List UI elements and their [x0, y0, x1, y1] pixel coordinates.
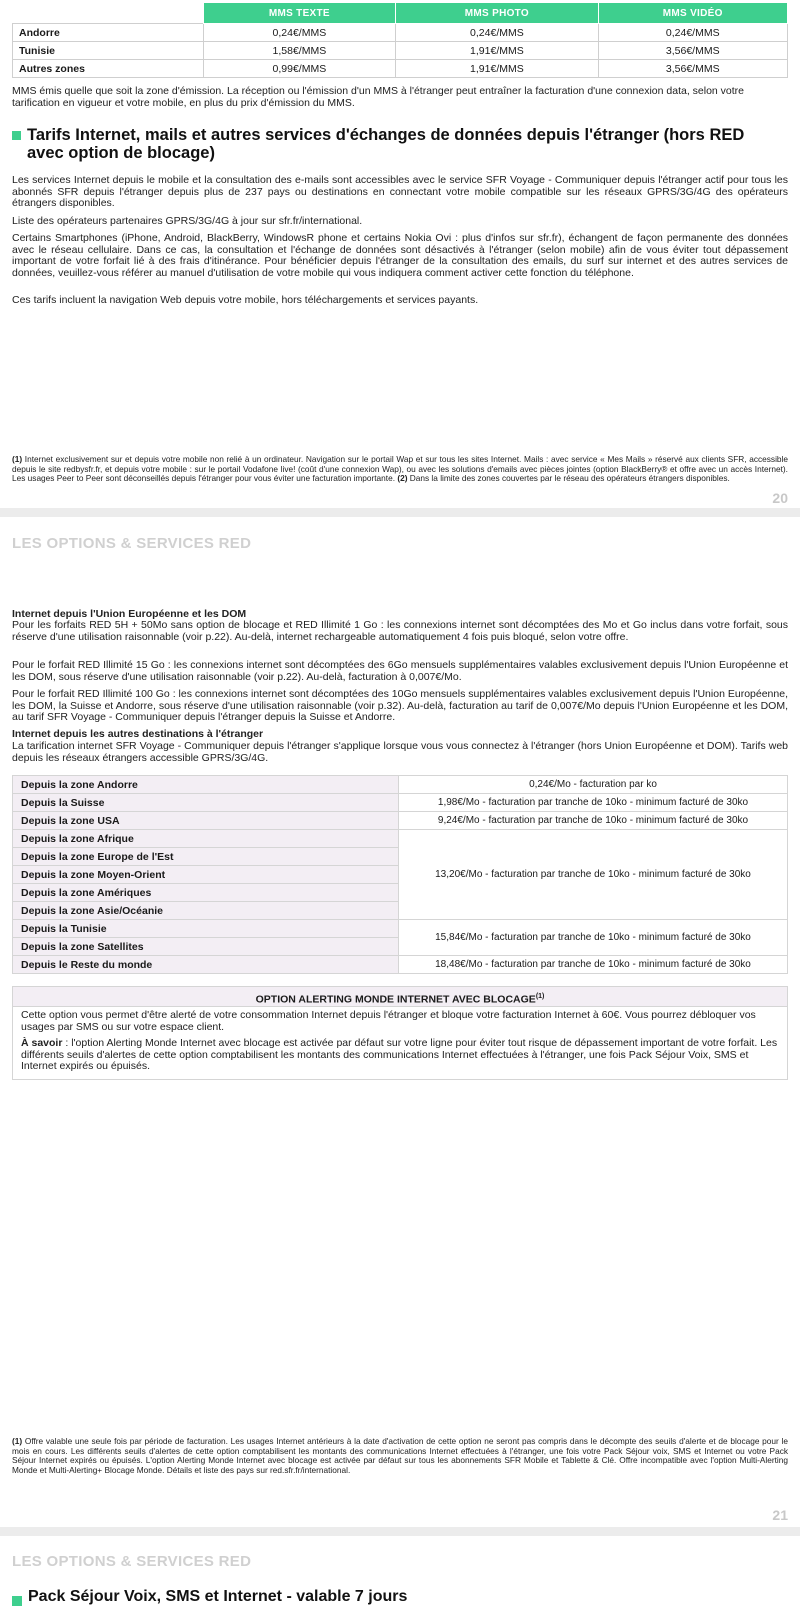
- zone-label: Depuis la zone Amériques: [13, 884, 399, 902]
- row-label: Andorre: [13, 24, 204, 42]
- paragraph: Certains Smartphones (iPhone, Android, BlackBerry, WindowsR phone et certains Nokia Ovi : plus d'infos sur sfr.fr), échangent de façon permanente des données avec le réseau cellulaire. Dans ce cas, la consultation et l'échange de données sont désactivés à l'étranger (selon mobile) afin de vous éviter tout dépassement important de votre forfait lié à des frais d'itinérance. Pour bénéficier depuis l'étranger de la consultation des emails, du surf sur internet et des autres services de données, veuillez-vous référer au manuel d'utilisation de votre mobile qui vous indiquera comment activer cette fonction du téléphone.: [12, 232, 788, 279]
- paragraph: [21, 1038, 779, 1073]
- mms-tariff-table: [12, 2, 788, 78]
- zone-label: Depuis la zone Afrique: [13, 830, 399, 848]
- savoir-label: À savoir: [21, 1037, 63, 1049]
- table-row: [13, 776, 788, 794]
- row-label: Autres zones: [13, 60, 204, 78]
- paragraph: Les services Internet depuis le mobile et la consultation des e-mails sont accessibles avec le service SFR Voyage - Communiquer depuis l'étranger actif pour tous les abonnés SFR depuis l'étranger depuis plus de 237 pays ou destinations en connectant votre mobile compatible sur les réseaux GPRS/3G/4G des opérateurs étrangers disponibles.: [12, 174, 788, 209]
- table-row: [13, 812, 788, 830]
- zone-label: Depuis la zone Asie/Océanie: [13, 902, 399, 920]
- paragraph: Ces tarifs incluent la navigation Web depuis votre mobile, hors téléchargements et services payants.: [12, 294, 479, 306]
- table-row: [13, 60, 788, 78]
- paragraph: Pour les forfaits RED 5H + 50Mo sans option de blocage et RED Illimité 1 Go : les connexions internet sont décomptées des Mo et Go inclus dans votre forfait, sous réserve d'une utilisation raisonnable (voir p.22). Au-delà, internet rechargeable automatiquement 4 fois puis bloqué, selon votre offre.: [12, 619, 788, 643]
- zone-label: Depuis la Tunisie: [13, 920, 399, 938]
- page-separator: [0, 1527, 800, 1536]
- footnote: [12, 1437, 788, 1475]
- paragraph: Pour le forfait RED Illimité 100 Go : les connexions internet sont décomptées des 10Go mensuels supplémentaires valables exclusivement depuis l'Union Européenne, les DOM, la Suisse et Andorre, sous réserve d'une utilisation raisonnable (voir p.32). Au-delà, facturation au tarif de 0,007€/Mo depuis l'Union Européenne et les DOM, au tarif SFR Voyage - Communiquer depuis l'étranger depuis la Suisse et Andorre.: [12, 688, 788, 723]
- subheading: Internet depuis l'Union Européenne et les DOM: [12, 608, 247, 620]
- option-title-sup: (1): [535, 993, 545, 1000]
- paragraph: La tarification internet SFR Voyage - Communiquer depuis l'étranger s'applique lorsque vous vous connectez à l'étranger (hors Union Européenne et DOM). Tarifs web depuis les réseaux étrangers accessible GPRS/3G/4G.: [12, 740, 788, 764]
- table-row: [13, 794, 788, 812]
- footnote-text: Internet exclusivement sur et depuis votre mobile non relié à un ordinateur. Navigation sur le portail Wap et sur tous les sites Internet. Mails : avec service « Mes Mails » réservé aux clients SFR, accessible depuis le site redbysfr.fr, et depuis votre mobile : sur le portail Vodafone live! (coût d'une connexion Wap), ou avec les solutions d'emails avec pièces jointes (option BlackBerry® et offre avec un accès Internet). Les usages Peer to Peer sont déconseillés depuis l'étranger pour vous éviter une facturation importante.: [12, 454, 788, 483]
- option-title-text: OPTION ALERTING MONDE INTERNET AVEC BLOCAGE: [255, 993, 536, 1006]
- zone-label: Depuis la Suisse: [13, 794, 399, 812]
- page-number: 21: [772, 1507, 788, 1523]
- internet-rates-table: [12, 775, 788, 974]
- table-row: [13, 920, 788, 938]
- table-cell: 0,24€/MMS: [203, 24, 396, 42]
- zone-label: Depuis la zone Moyen-Orient: [13, 866, 399, 884]
- footnote: [12, 455, 788, 484]
- footnote-text: Offre valable une seule fois par période de facturation. Les usages Internet antérieurs à la date d'activation de cette option ne seront pas compris dans le décompte des seuils d'alerte et de blocage pour le mois en cours. Les différents seuils d'alertes de cette option comptabilisent les montants des communications Internet effectuées à l'étranger, une fois votre Pack Séjour voix, SMS et Internet ou votre Pack Séjour Internet expirés ou épuisés. L'option Alerting Monde Internet avec blocage est activée par défaut sur tous les abonnements SFR Mobile et Tablette & Clé. Offre incompatible avec l'option Multi-Alerting Monde et Multi-Alerting+ Blocage Monde. Détails et liste des pays sur red.sfr.fr/international.: [12, 1436, 788, 1475]
- table-row: [13, 830, 788, 848]
- table-cell: 0,99€/MMS: [203, 60, 396, 78]
- zone-label: Depuis la zone Andorre: [13, 776, 399, 794]
- section-title: Pack Séjour Voix, SMS et Internet - valable 7 jours: [28, 1588, 408, 1605]
- section-bullet-icon: [12, 131, 21, 140]
- table-cell: 3,56€/MMS: [598, 60, 787, 78]
- footnote-marker: (1): [12, 454, 23, 464]
- column-header: MMS TEXTE: [203, 3, 396, 24]
- rate-cell: 18,48€/Mo - facturation par tranche de 10ko - minimum facturé de 30ko: [399, 956, 788, 974]
- page-number: 20: [772, 490, 788, 506]
- rate-cell: 15,84€/Mo - facturation par tranche de 10ko - minimum facturé de 30ko: [399, 920, 788, 956]
- row-label: Tunisie: [13, 42, 204, 60]
- zone-label: Depuis la zone Europe de l'Est: [13, 848, 399, 866]
- table-row: [13, 24, 788, 42]
- page-header: LES OPTIONS & SERVICES RED: [12, 535, 252, 552]
- paragraph: Liste des opérateurs partenaires GPRS/3G/4G à jour sur sfr.fr/international.: [12, 215, 363, 227]
- subheading: Internet depuis les autres destinations à l'étranger: [12, 728, 264, 740]
- table-cell: 0,24€/MMS: [598, 24, 787, 42]
- column-header: MMS PHOTO: [396, 3, 598, 24]
- zone-label: Depuis le Reste du monde: [13, 956, 399, 974]
- footnote-text: Dans la limite des zones couvertes par le réseau des opérateurs étrangers disponibles.: [407, 473, 730, 483]
- footnote-marker: (1): [12, 1436, 23, 1446]
- table-cell: 1,58€/MMS: [203, 42, 396, 60]
- mms-note: MMS émis quelle que soit la zone d'émission. La réception ou l'émission d'un MMS à l'étranger peut entraîner la facturation d'une connexion data, selon votre tarification en vigueur et votre mobile, en plus du prix d'émission du MMS.: [12, 85, 745, 109]
- savoir-text: : l'option Alerting Monde Internet avec blocage est activée par défaut sur votre ligne pour éviter tout risque de dépassement important de votre forfait. Les différents seuils d'alertes de cette option comptabilisent les montants des communications Internet effectuées à l'étranger, une fois Pack Séjour Voix, SMS et Internet expirés ou épuisés.: [21, 1037, 778, 1072]
- table-cell: 1,91€/MMS: [396, 60, 598, 78]
- table-row: [13, 42, 788, 60]
- section-title: Tarifs Internet, mails et autres services d'échanges de données depuis l'étranger (hors RED avec option de blocage): [27, 126, 745, 162]
- table-cell: 0,24€/MMS: [396, 24, 598, 42]
- zone-label: Depuis la zone Satellites: [13, 938, 399, 956]
- rate-cell: 0,24€/Mo - facturation par ko: [399, 776, 788, 794]
- page-separator: [0, 508, 800, 517]
- option-alerting-box: [12, 986, 788, 1080]
- section-bullet-icon: [12, 1596, 22, 1606]
- column-header: MMS VIDÉO: [598, 3, 787, 24]
- rate-cell: 1,98€/Mo - facturation par tranche de 10ko - minimum facturé de 30ko: [399, 794, 788, 812]
- paragraph: Pour le forfait RED Illimité 15 Go : les connexions internet sont décomptées des 6Go mensuels supplémentaires valables exclusivement depuis l'Union Européenne et les DOM, sous réserve d'une utilisation raisonnable (voir p.22). Au-delà, facturation à 0,007€/Mo.: [12, 659, 788, 683]
- option-box-body: [13, 1007, 787, 1079]
- zone-label: Depuis la zone USA: [13, 812, 399, 830]
- table-cell: 1,91€/MMS: [396, 42, 598, 60]
- rate-cell: 13,20€/Mo - facturation par tranche de 10ko - minimum facturé de 30ko: [399, 830, 788, 920]
- option-box-title: [13, 987, 787, 1007]
- table-cell: 3,56€/MMS: [598, 42, 787, 60]
- rate-cell: 9,24€/Mo - facturation par tranche de 10ko - minimum facturé de 30ko: [399, 812, 788, 830]
- table-corner: [13, 3, 204, 24]
- paragraph: Cette option vous permet d'être alerté de votre consommation Internet depuis l'étranger et bloque votre facturation Internet à 60€. Vous pourrez débloquer vos usages par SMS ou sur votre espace client.: [21, 1009, 756, 1033]
- footnote-marker: (2): [397, 473, 408, 483]
- table-row: [13, 956, 788, 974]
- page-header: LES OPTIONS & SERVICES RED: [12, 1553, 252, 1570]
